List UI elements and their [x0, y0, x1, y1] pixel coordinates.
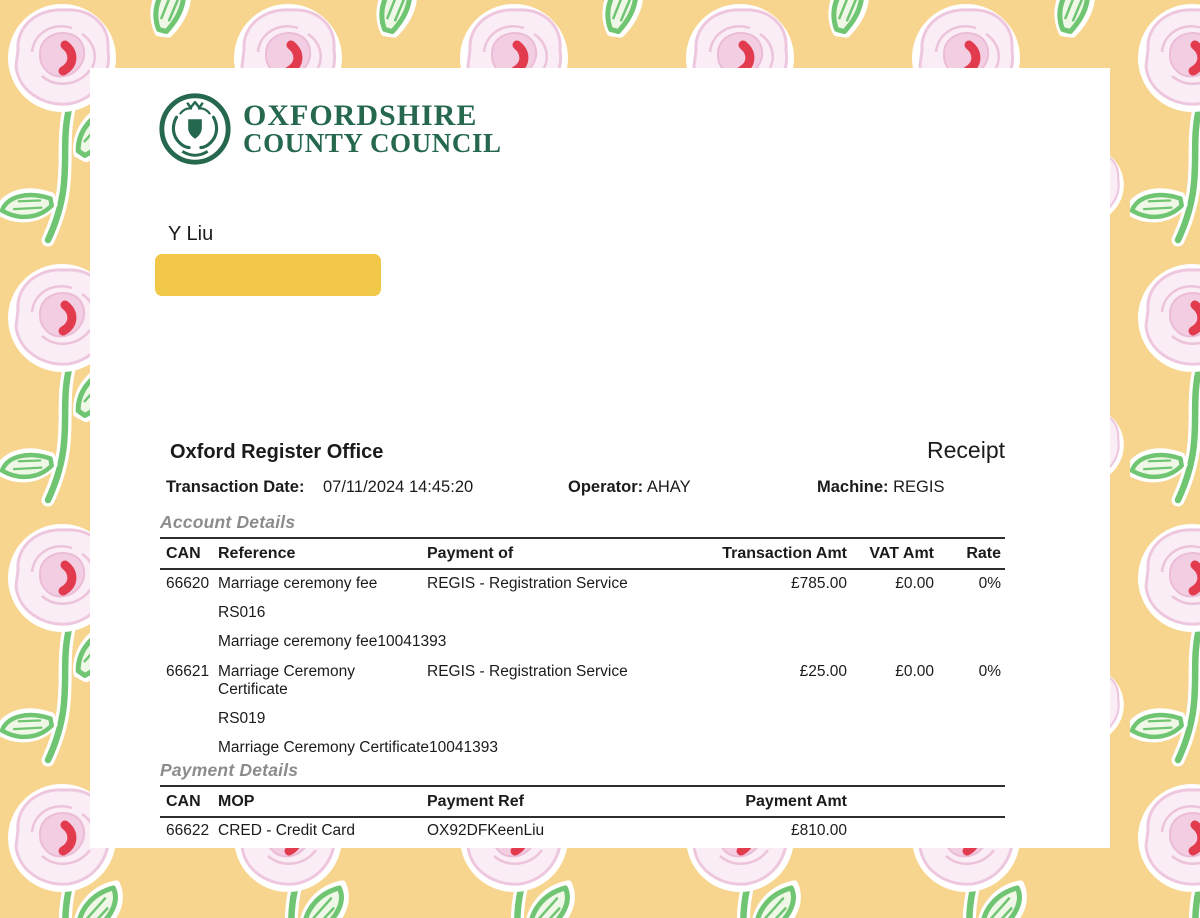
document-type: Receipt: [927, 437, 1005, 463]
payment-table-header: [160, 785, 1005, 818]
transaction-meta-row: [160, 478, 1005, 499]
cell-reference: Marriage ceremony fee: [218, 575, 378, 592]
account-row-group: [160, 663, 1005, 757]
cell-description: Marriage Ceremony Certificate10041393: [218, 739, 499, 756]
office-title: Oxford Register Office: [170, 441, 384, 463]
receipt-header: [160, 437, 1005, 464]
cell-vat-amt: £0.00: [895, 575, 934, 592]
cell-reference-code: RS019: [218, 710, 266, 727]
council-crest-icon: [156, 90, 234, 168]
cell-can: 66621: [166, 663, 210, 680]
cell-vat-amt: £0.00: [895, 663, 934, 680]
redacted-address-block: [155, 254, 381, 296]
col-transaction-amt: Transaction Amt: [722, 544, 847, 562]
recipient-name: Y Liu: [168, 223, 214, 245]
cell-rate: 0%: [978, 575, 1001, 592]
cell-rate: 0%: [978, 663, 1001, 680]
cell-payment-of: REGIS - Registration Service: [427, 575, 628, 592]
council-logo: [156, 90, 502, 168]
payment-details-section: [160, 759, 1005, 840]
machine-label: Machine:: [817, 478, 889, 496]
council-name-line1: OXFORDSHIRE: [243, 98, 478, 132]
machine-field: [817, 478, 944, 497]
transaction-date-value: 07/11/2024 14:45:20: [323, 478, 474, 496]
machine-value: REGIS: [893, 478, 945, 496]
operator-label: Operator:: [568, 478, 644, 496]
table-row: [160, 822, 1005, 840]
col-vat-amt: VAT Amt: [869, 544, 934, 562]
cell-payment-of: REGIS - Registration Service: [427, 663, 628, 680]
transaction-date-label: Transaction Date:: [166, 478, 305, 496]
account-details-heading: Account Details: [160, 512, 296, 532]
account-table-header: [160, 537, 1005, 570]
operator-field: [568, 478, 691, 497]
cell-reference-code: RS016: [218, 604, 266, 621]
col-mop: MOP: [218, 792, 255, 810]
cell-description: Marriage ceremony fee10041393: [218, 633, 447, 650]
operator-value: AHAY: [646, 478, 691, 496]
cell-mop: CRED - Credit Card: [218, 822, 355, 839]
account-row-group: [160, 575, 1005, 651]
cell-can: 66620: [166, 575, 210, 592]
cell-can: 66622: [166, 822, 210, 839]
cell-transaction-amt: £25.00: [799, 663, 847, 680]
payment-details-heading: Payment Details: [160, 760, 299, 780]
table-row: [160, 575, 1005, 593]
col-payment-amt: Payment Amt: [745, 792, 847, 810]
col-payment-ref: Payment Ref: [427, 792, 524, 810]
council-name: [243, 98, 502, 158]
col-can: CAN: [166, 544, 201, 562]
cell-transaction-amt: £785.00: [790, 575, 847, 592]
cell-payment-ref: OX92DFKeenLiu: [427, 822, 545, 839]
col-payment-of: Payment of: [427, 544, 514, 562]
col-reference: Reference: [218, 544, 296, 562]
table-row: [160, 663, 1005, 699]
col-can: CAN: [166, 792, 201, 810]
receipt-document: [90, 68, 1110, 848]
cell-payment-amt: £810.00: [790, 822, 847, 839]
cell-reference: Marriage Ceremony Certificate: [218, 663, 355, 698]
col-rate: Rate: [966, 544, 1001, 562]
council-name-line2: COUNTY COUNCIL: [243, 127, 502, 158]
account-details-section: [160, 511, 1005, 757]
